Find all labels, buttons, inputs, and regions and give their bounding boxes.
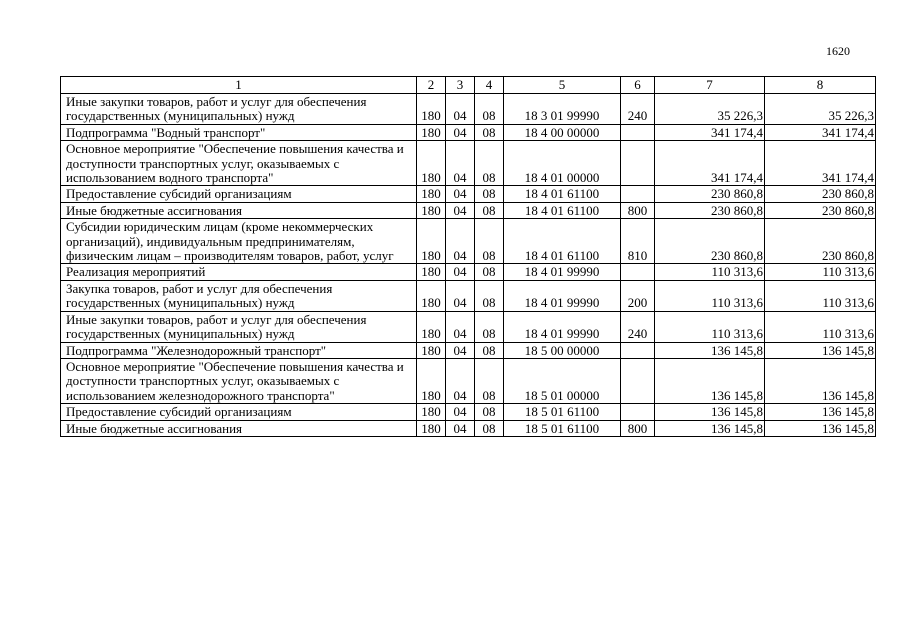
table-row: [61, 124, 876, 140]
row-amount-2: 136 145,8: [765, 420, 876, 436]
row-ministry-code: 180: [417, 186, 446, 202]
row-target-code: 18 4 01 99990: [504, 280, 621, 311]
row-amount-2: 230 860,8: [765, 202, 876, 218]
row-subsection-code: 08: [475, 420, 504, 436]
row-subsection-code: 08: [475, 264, 504, 280]
table-row: [61, 358, 876, 403]
row-ministry-code: 180: [417, 404, 446, 420]
row-amount-1: 35 226,3: [655, 94, 765, 125]
column-header: 2: [417, 77, 446, 94]
page-number: 1620: [826, 44, 850, 58]
row-expense-type: 240: [621, 94, 655, 125]
row-expense-type: [621, 264, 655, 280]
row-amount-2: 136 145,8: [765, 358, 876, 403]
row-expense-type: 240: [621, 311, 655, 342]
row-expense-type: [621, 124, 655, 140]
row-expense-type: [621, 404, 655, 420]
row-name: Иные бюджетные ассигнования: [61, 202, 417, 218]
row-subsection-code: 08: [475, 124, 504, 140]
table-row: [61, 311, 876, 342]
row-section-code: 04: [446, 358, 475, 403]
row-target-code: 18 5 01 61100: [504, 404, 621, 420]
row-amount-1: 136 145,8: [655, 342, 765, 358]
row-section-code: 04: [446, 420, 475, 436]
row-expense-type: [621, 186, 655, 202]
table-row: [61, 342, 876, 358]
row-target-code: 18 4 01 99990: [504, 264, 621, 280]
row-subsection-code: 08: [475, 404, 504, 420]
row-ministry-code: 180: [417, 141, 446, 186]
row-amount-2: 136 145,8: [765, 342, 876, 358]
column-header: 1: [61, 77, 417, 94]
row-subsection-code: 08: [475, 358, 504, 403]
row-amount-1: 110 313,6: [655, 264, 765, 280]
row-amount-1: 110 313,6: [655, 311, 765, 342]
row-expense-type: 810: [621, 219, 655, 264]
row-ministry-code: 180: [417, 358, 446, 403]
header-row: [61, 77, 876, 94]
row-subsection-code: 08: [475, 311, 504, 342]
row-ministry-code: 180: [417, 342, 446, 358]
row-amount-2: 136 145,8: [765, 404, 876, 420]
table-row: [61, 219, 876, 264]
row-target-code: 18 5 01 61100: [504, 420, 621, 436]
table-row: [61, 264, 876, 280]
row-section-code: 04: [446, 264, 475, 280]
column-header: 4: [475, 77, 504, 94]
column-header: 6: [621, 77, 655, 94]
row-name: Основное мероприятие "Обеспечение повышения качества и доступности транспортных услуг, оказываемых с использованием железнодорожного транспорта": [61, 358, 417, 403]
row-ministry-code: 180: [417, 202, 446, 218]
row-target-code: 18 5 01 00000: [504, 358, 621, 403]
row-subsection-code: 08: [475, 94, 504, 125]
row-section-code: 04: [446, 124, 475, 140]
row-name: Субсидии юридическим лицам (кроме некоммерческих организаций), индивидуальным предпринимателям, физическим лицам – производителям товаров, работ, услуг: [61, 219, 417, 264]
row-amount-1: 136 145,8: [655, 420, 765, 436]
table-row: [61, 141, 876, 186]
row-name: Предоставление субсидий организациям: [61, 186, 417, 202]
row-expense-type: 800: [621, 420, 655, 436]
row-amount-2: 230 860,8: [765, 186, 876, 202]
row-ministry-code: 180: [417, 280, 446, 311]
row-name: Основное мероприятие "Обеспечение повышения качества и доступности транспортных услуг, оказываемых с использованием водного транспорта": [61, 141, 417, 186]
row-expense-type: [621, 342, 655, 358]
row-name: Иные закупки товаров, работ и услуг для обеспечения государственных (муниципальных) нужд: [61, 94, 417, 125]
row-amount-1: 341 174,4: [655, 124, 765, 140]
row-amount-1: 230 860,8: [655, 186, 765, 202]
row-target-code: 18 4 01 61100: [504, 186, 621, 202]
row-expense-type: [621, 141, 655, 186]
row-target-code: 18 5 00 00000: [504, 342, 621, 358]
row-amount-2: 110 313,6: [765, 280, 876, 311]
row-section-code: 04: [446, 342, 475, 358]
row-subsection-code: 08: [475, 342, 504, 358]
row-target-code: 18 4 01 00000: [504, 141, 621, 186]
row-amount-1: 110 313,6: [655, 280, 765, 311]
row-section-code: 04: [446, 219, 475, 264]
row-section-code: 04: [446, 94, 475, 125]
column-header: 3: [446, 77, 475, 94]
row-target-code: 18 4 01 61100: [504, 202, 621, 218]
table-row: [61, 94, 876, 125]
row-amount-1: 136 145,8: [655, 404, 765, 420]
row-name: Иные закупки товаров, работ и услуг для обеспечения государственных (муниципальных) нужд: [61, 311, 417, 342]
column-header: 5: [504, 77, 621, 94]
row-section-code: 04: [446, 280, 475, 311]
table-row: [61, 280, 876, 311]
table-row: [61, 186, 876, 202]
row-subsection-code: 08: [475, 141, 504, 186]
row-amount-1: 341 174,4: [655, 141, 765, 186]
row-expense-type: 800: [621, 202, 655, 218]
row-target-code: 18 3 01 99990: [504, 94, 621, 125]
row-section-code: 04: [446, 141, 475, 186]
row-target-code: 18 4 01 99990: [504, 311, 621, 342]
row-ministry-code: 180: [417, 420, 446, 436]
row-target-code: 18 4 01 61100: [504, 219, 621, 264]
row-section-code: 04: [446, 311, 475, 342]
column-header: 7: [655, 77, 765, 94]
row-name: Подпрограмма "Железнодорожный транспорт": [61, 342, 417, 358]
row-amount-2: 35 226,3: [765, 94, 876, 125]
table-row: [61, 404, 876, 420]
row-subsection-code: 08: [475, 202, 504, 218]
budget-table: [60, 76, 876, 437]
row-expense-type: 200: [621, 280, 655, 311]
row-ministry-code: 180: [417, 124, 446, 140]
row-amount-1: 136 145,8: [655, 358, 765, 403]
row-subsection-code: 08: [475, 219, 504, 264]
table-row: [61, 420, 876, 436]
row-amount-2: 341 174,4: [765, 124, 876, 140]
row-name: Иные бюджетные ассигнования: [61, 420, 417, 436]
row-section-code: 04: [446, 186, 475, 202]
column-header: 8: [765, 77, 876, 94]
row-subsection-code: 08: [475, 280, 504, 311]
row-name: Закупка товаров, работ и услуг для обеспечения государственных (муниципальных) нужд: [61, 280, 417, 311]
row-amount-2: 230 860,8: [765, 219, 876, 264]
row-name: Подпрограмма "Водный транспорт": [61, 124, 417, 140]
row-subsection-code: 08: [475, 186, 504, 202]
row-amount-2: 110 313,6: [765, 311, 876, 342]
row-ministry-code: 180: [417, 311, 446, 342]
row-target-code: 18 4 00 00000: [504, 124, 621, 140]
row-amount-2: 341 174,4: [765, 141, 876, 186]
row-name: Предоставление субсидий организациям: [61, 404, 417, 420]
row-name: Реализация мероприятий: [61, 264, 417, 280]
table-row: [61, 202, 876, 218]
row-amount-2: 110 313,6: [765, 264, 876, 280]
row-ministry-code: 180: [417, 94, 446, 125]
row-section-code: 04: [446, 404, 475, 420]
row-section-code: 04: [446, 202, 475, 218]
row-amount-1: 230 860,8: [655, 219, 765, 264]
row-ministry-code: 180: [417, 219, 446, 264]
row-ministry-code: 180: [417, 264, 446, 280]
row-expense-type: [621, 358, 655, 403]
row-amount-1: 230 860,8: [655, 202, 765, 218]
